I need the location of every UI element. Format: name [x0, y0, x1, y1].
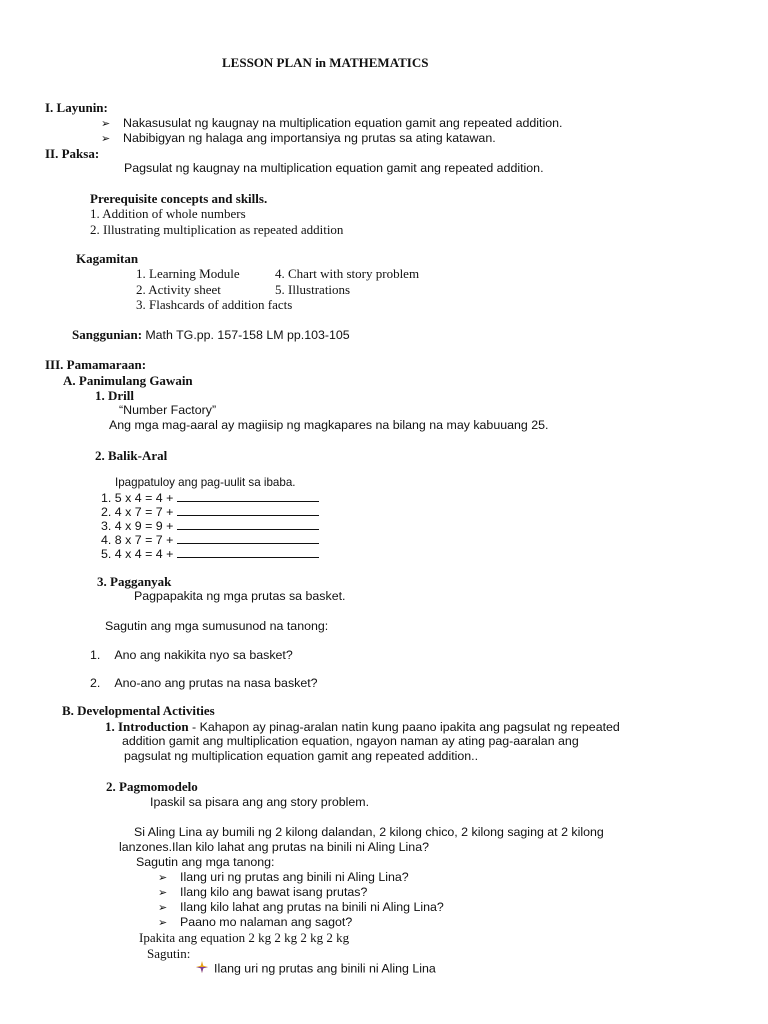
arrow-bullet-icon: ➢: [101, 132, 111, 145]
balik-aral-item: 3. 4 x 9 = 9 +: [101, 518, 319, 534]
introduction-line-1: 1. Introduction - Kahapon ay pinag-aralan natin kung paano ipakita ang pagsulat ng repeated: [105, 719, 620, 734]
balik-aral-item: 1. 5 x 4 = 4 +: [101, 490, 319, 506]
pamamaraan-heading: III. Pamamaraan:: [45, 357, 147, 372]
balik-aral-item: 4. 8 x 7 = 7 +: [101, 532, 319, 548]
panimulang-gawain-heading: A. Panimulang Gawain: [63, 373, 193, 388]
answer-blank: [177, 518, 319, 530]
introduction-line-2: addition gamit ang multiplication equation, ngayon naman ay ating pag-aaralan ang: [122, 734, 579, 748]
prereq-item-1: 1. Addition of whole numbers: [90, 206, 246, 221]
introduction-line-3: pagsulat ng multiplication equation gamit ang repeated addition..: [124, 749, 479, 763]
answer-blank: [177, 546, 319, 558]
story-question-1: ➢ Ilang uri ng prutas ang binili ni Aling Lina?: [158, 870, 409, 884]
answer-blank: [177, 490, 319, 502]
drill-title: “Number Factory”: [119, 403, 217, 417]
balik-aral-heading: 2. Balik-Aral: [95, 448, 168, 463]
arrow-bullet-icon: ➢: [158, 901, 168, 914]
story-line-2: lanzones.Ilan kilo lahat ang prutas na binili ni Aling Lina?: [119, 840, 429, 854]
answer-blank: [177, 504, 319, 516]
kagamitan-item-2: 2. Activity sheet: [136, 282, 221, 297]
arrow-bullet-icon: ➢: [158, 886, 168, 899]
kagamitan-item-3: 3. Flashcards of addition facts: [136, 297, 293, 312]
arrow-bullet-icon: ➢: [101, 117, 111, 130]
drill-heading: 1. Drill: [95, 388, 134, 403]
question-1: 1. Ano ang nakikita nyo sa basket?: [90, 648, 293, 662]
paksa-heading: II. Paksa:: [45, 146, 100, 161]
pagganyak-text: Pagpapakita ng mga prutas sa basket.: [134, 589, 346, 603]
sanggunian: Sanggunian: Math TG.pp. 157-158 LM pp.103-105: [72, 327, 350, 342]
answer-blank: [177, 532, 319, 544]
developmental-heading: B. Developmental Activities: [62, 703, 215, 718]
kagamitan-heading: Kagamitan: [76, 251, 139, 266]
prereq-item-2: 2. Illustrating multiplication as repeated addition: [90, 222, 344, 237]
sagutin-label: Sagutin:: [147, 946, 191, 961]
kagamitan-item-1: 1. Learning Module: [136, 266, 240, 281]
layunin-heading: I. Layunin:: [45, 100, 108, 115]
pagmomodelo-text: Ipaskil sa pisara ang ang story problem.: [150, 795, 370, 809]
arrow-bullet-icon: ➢: [158, 871, 168, 884]
document-title: LESSON PLAN in MATHEMATICS: [222, 55, 429, 70]
sagutin-tanong: Sagutin ang mga tanong:: [136, 855, 275, 869]
balik-aral-item: 5. 4 x 4 = 4 +: [101, 546, 319, 562]
layunin-bullet-2: ➢ Nabibigyan ng halaga ang importansiya ng prutas sa ating katawan.: [101, 131, 496, 145]
prereq-heading: Prerequisite concepts and skills.: [90, 191, 268, 206]
question-2: 2. Ano-ano ang prutas na nasa basket?: [90, 676, 318, 690]
arrow-bullet-icon: ➢: [158, 916, 168, 929]
story-line-1: Si Aling Lina ay bumili ng 2 kilong dalandan, 2 kilong chico, 2 kilong saging at 2 kilong: [134, 825, 604, 839]
kagamitan-item-5: 5. Illustrations: [275, 282, 351, 297]
sparkle-bullet-icon: [196, 961, 214, 977]
sagutin-text: Sagutin ang mga sumusunod na tanong:: [105, 619, 329, 633]
equation-text: Ipakita ang equation 2 kg 2 kg 2 kg 2 kg: [139, 930, 350, 945]
story-question-3: ➢ Ilang kilo lahat ang prutas na binili ni Aling Lina?: [158, 900, 444, 914]
layunin-bullet-1: ➢ Nakasusulat ng kaugnay na multiplication equation gamit ang repeated addition.: [101, 116, 563, 130]
paksa-text: Pagsulat ng kaugnay na multiplication equation gamit ang repeated addition.: [124, 161, 544, 175]
pagganyak-heading: 3. Pagganyak: [97, 574, 172, 589]
story-question-4: ➢ Paano mo nalaman ang sagot?: [158, 915, 353, 929]
story-question-2: ➢ Ilang kilo ang bawat isang prutas?: [158, 885, 368, 899]
balik-aral-item: 2. 4 x 7 = 7 +: [101, 504, 319, 520]
pagmomodelo-heading: 2. Pagmomodelo: [106, 779, 198, 794]
balik-aral-instruction: Ipagpatuloy ang pag-uulit sa ibaba.: [115, 476, 296, 489]
kagamitan-item-4: 4. Chart with story problem: [275, 266, 420, 281]
answer-bullet-line: Ilang uri ng prutas ang binili ni Aling Lina: [196, 961, 436, 977]
drill-text: Ang mga mag-aaral ay magiisip ng magkapares na bilang na may kabuuang 25.: [109, 418, 549, 432]
